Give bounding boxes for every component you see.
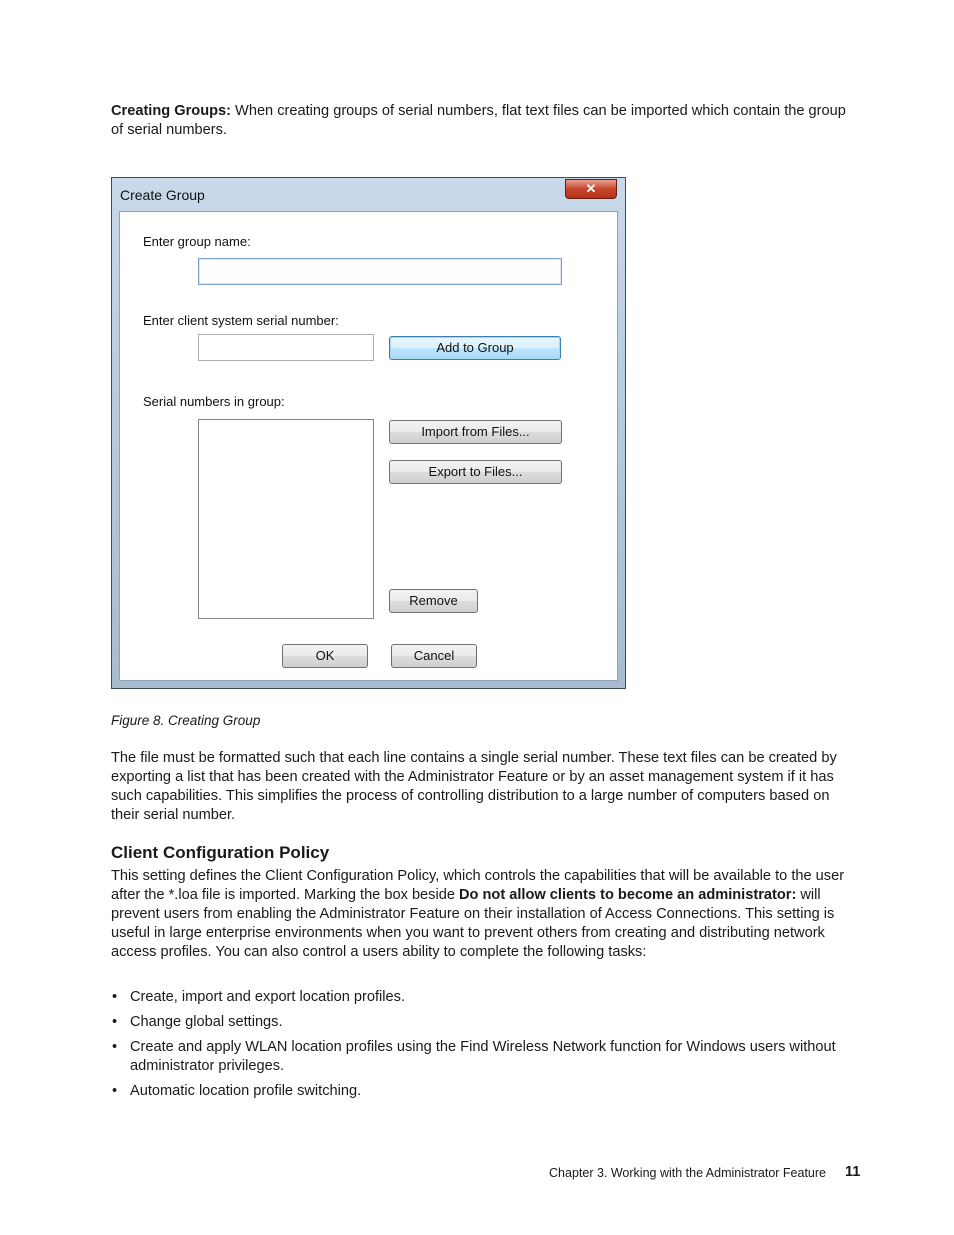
- group-name-input[interactable]: [198, 258, 562, 285]
- export-to-files-button[interactable]: Export to Files...: [389, 460, 562, 484]
- section-text-after: will prevent users from enabling the Administrator Feature on their installation of Access Connections. This setting is useful in large enterprise environments when you want to prevent others from creating and distributing network access profiles. You can also control a users ability to complete the following tasks:: [111, 887, 835, 960]
- bullet-icon: •: [112, 989, 118, 1005]
- add-to-group-button[interactable]: Add to Group: [389, 336, 561, 360]
- serial-number-label: Enter client system serial number:: [143, 313, 339, 328]
- remove-button[interactable]: Remove: [389, 589, 478, 613]
- ok-button[interactable]: OK: [282, 644, 368, 668]
- close-icon[interactable]: ✕: [565, 179, 617, 199]
- group-name-label: Enter group name:: [143, 234, 251, 249]
- list-item-text: Automatic location profile switching.: [130, 1083, 362, 1099]
- body-paragraph: The file must be formatted such that each line contains a single serial number. These text files can be created by exporting a list that has been created with the Administrator Feature or by an asset management system if it has such capabilities. This simplifies the process of controlling distribution to a large number of computers based on their serial number.: [111, 750, 837, 823]
- import-from-files-button[interactable]: Import from Files...: [389, 420, 562, 444]
- task-list: [111, 988, 861, 1107]
- serial-numbers-listbox[interactable]: [198, 419, 374, 619]
- dialog-title: Create Group: [120, 187, 205, 203]
- create-group-dialog: [111, 177, 626, 689]
- intro-text: When creating groups of serial numbers, flat text files can be imported which contain the group of serial numbers.: [111, 103, 846, 138]
- bullet-icon: •: [112, 1083, 118, 1099]
- section-paragraph: [111, 867, 861, 962]
- page-number: 11: [845, 1164, 861, 1180]
- footer-chapter: Chapter 3. Working with the Administrator Feature: [549, 1166, 826, 1180]
- section-heading: Client Configuration Policy: [111, 843, 330, 862]
- serial-number-input[interactable]: [198, 334, 374, 361]
- list-item: [111, 988, 861, 1007]
- bullet-icon: •: [112, 1014, 118, 1030]
- intro-lead: Creating Groups:: [111, 103, 231, 119]
- dialog-client-area: [119, 211, 618, 681]
- list-item-text: Create, import and export location profiles.: [130, 989, 405, 1005]
- serial-list-label: Serial numbers in group:: [143, 394, 285, 409]
- bullet-icon: •: [112, 1039, 118, 1055]
- list-item: [111, 1038, 861, 1076]
- list-item-text: Create and apply WLAN location profiles using the Find Wireless Network function for Windows users without administrator privileges.: [130, 1039, 836, 1074]
- intro-paragraph: [111, 102, 861, 140]
- section-text-before: This setting defines the Client Configuration Policy, which controls the capabilities that will be available to the user after the *.loa file is imported. Marking the box beside: [111, 868, 845, 903]
- dialog-titlebar[interactable]: [112, 178, 625, 210]
- section-bold-text: Do not allow clients to become an administrator:: [459, 887, 797, 903]
- cancel-button[interactable]: Cancel: [391, 644, 477, 668]
- figure-caption: Figure 8. Creating Group: [111, 713, 261, 728]
- list-item: [111, 1013, 861, 1032]
- list-item: [111, 1082, 861, 1101]
- list-item-text: Change global settings.: [130, 1014, 283, 1030]
